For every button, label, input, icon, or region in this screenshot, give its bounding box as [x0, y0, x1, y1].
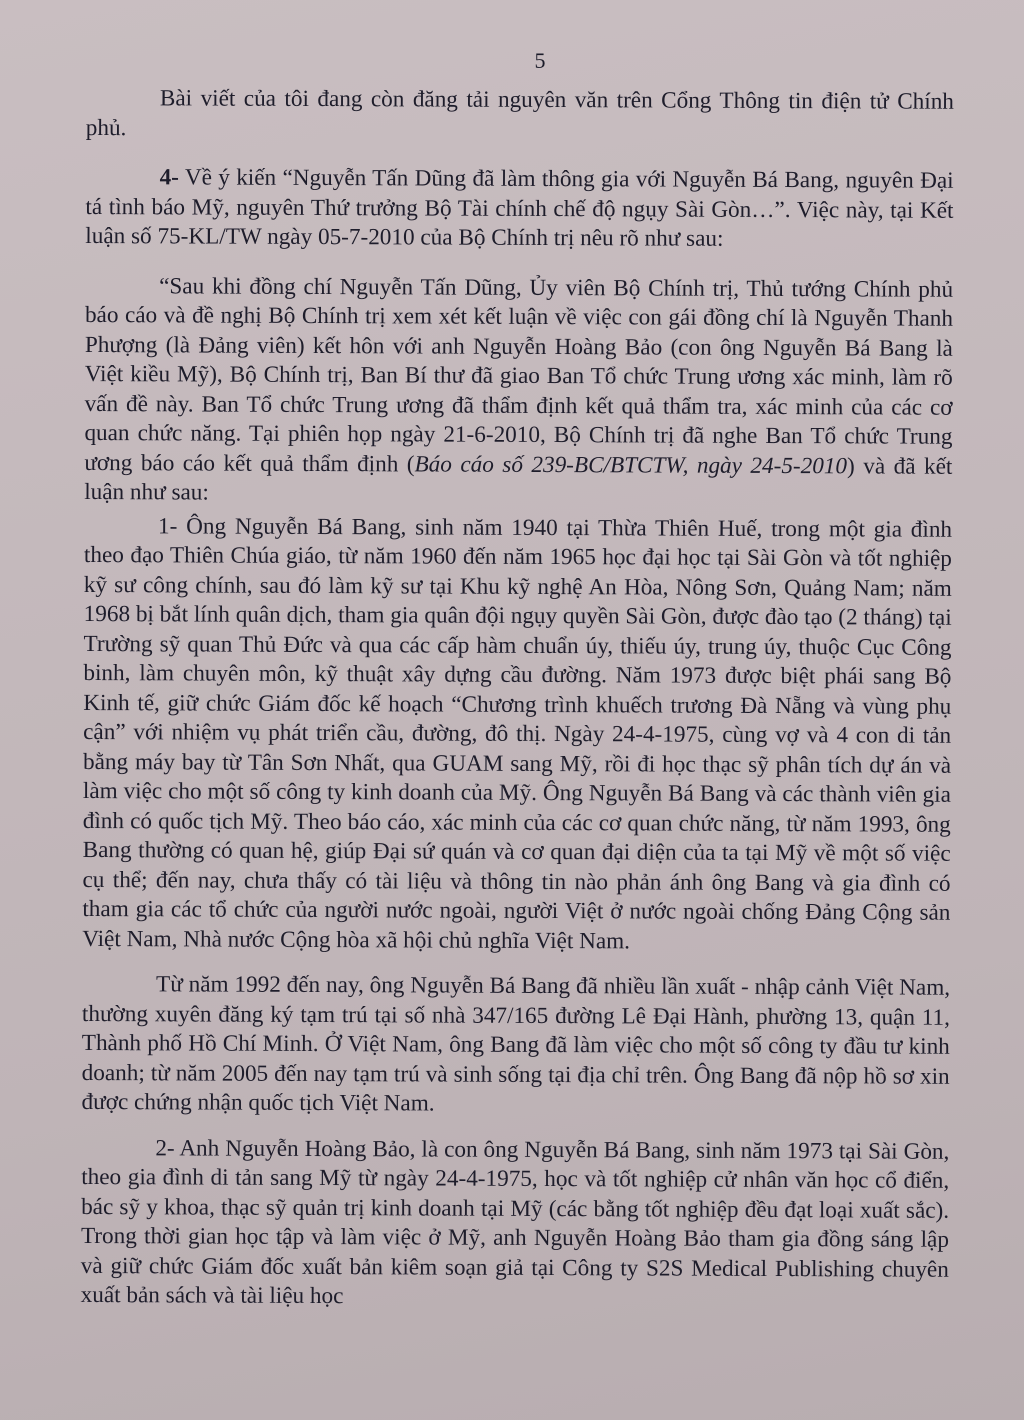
- paragraph-2-text: Về ý kiến “Nguyễn Tấn Dũng đã làm thông gia với Nguyễn Bá Bang, nguyên Đại tá tình báo Mỹ, nguyên Thứ trưởng Bộ Tài chính chế độ ngụy Sài Gòn…”. Việc này, tại Kết luận số 75-KL/TW ngày 05-7-2010 của Bộ Chính trị nêu rõ như sau:: [85, 164, 954, 252]
- paragraph-4: 1- Ông Nguyễn Bá Bang, sinh năm 1940 tại Thừa Thiên Huế, trong một gia đình theo đạo Thiên Chúa giáo, từ năm 1960 đến năm 1965 học đại học tại Sài Gòn và tốt nghiệp kỹ sư công chính, sau đó làm kỹ sư tại Khu kỹ nghệ An Hòa, Nông Sơn, Quảng Nam; năm 1968 bị bắt lính quân dịch, tham gia quân đội ngụy quyền Sài Gòn, được đào tạo (2 tháng) tại Trường sỹ quan Thủ Đức và qua các cấp hàm chuẩn úy, thiếu úy, trung úy, thuộc Cục Công binh, làm chuyên môn, kỹ thuật xây dựng cầu đường. Năm 1973 được biệt phái sang Bộ Kinh tế, giữ chức Giám đốc kế hoạch “Chương trình khuếch trương Đà Nẵng và vùng phụ cận” với nhiệm vụ phát triển cầu, đường, đô thị. Ngày 24-4-1975, cùng vợ và 4 con di tản bằng máy bay từ Tân Sơn Nhất, qua GUAM sang Mỹ, rồi đi học thạc sỹ phân tích dự án và làm việc cho một số công ty kinh doanh của Mỹ. Ông Nguyễn Bá Bang và các thành viên gia đình có quốc tịch Mỹ. Theo báo cáo, xác minh của các cơ quan chức năng, từ năm 1993, ông Bang thường có quan hệ, giúp Đại sứ quán và cơ quan đại diện của ta tại Mỹ về một số việc cụ thể; đến nay, chưa thấy có tài liệu và thông tin nào phản ánh ông Bang và gia đình có tham gia các tổ chức của người nước ngoài, người Việt ở nước ngoài chống Đảng Cộng sản Việt Nam, Nhà nước Cộng hòa xã hội chủ nghĩa Việt Nam.: [82, 512, 953, 954]
- paragraph-6: 2- Anh Nguyễn Hoàng Bảo, là con ông Nguyễn Bá Bang, sinh năm 1973 tại Sài Gòn, theo gia đình di tản sang Mỹ từ ngày 24-4-1975, học và tốt nghiệp cử nhân văn học cổ điển, bác sỹ y khoa, thạc sỹ quản trị kinh doanh tại Mỹ (các bằng tốt nghiệp đều đạt loại xuất sắc). Trong thời gian học tập và làm việc ở Mỹ, anh Nguyễn Hoàng Bảo tham gia đồng sáng lập và giữ chức Giám đốc xuất bản kiêm soạn giả tại Công ty S2S Medical Publishing chuyên xuất bản sách và tài liệu học: [80, 1134, 950, 1310]
- quote-text-b: ) và đã kết luận như sau:: [84, 452, 953, 506]
- section-number: 4-: [159, 164, 179, 191]
- quote-text-a: “Sau khi đồng chí Nguyễn Tấn Dũng, Ủy viên Bộ Chính trị, Thủ tướng Chính phủ báo cáo và đề nghị Bộ Chính trị xem xét kết luận về việc con gái đồng chí là Nguyễn Thanh Phượng (là Đảng viên) kết hôn với anh Nguyễn Hoàng Bảo (con ông Nguyễn Bá Bang là Việt kiều Mỹ), Bộ Chính trị, Ban Bí thư đã giao Ban Tổ chức Trung ương xác minh, làm rõ vấn đề này. Ban Tổ chức Trung ương đã thẩm định kết quả thẩm tra, xác minh của các cơ quan chức năng. Tại phiên họp ngày 21-6-2010, Bộ Chính trị đã nghe Ban Tổ chức Trung ương báo cáo kết quả thẩm định (: [84, 272, 954, 477]
- paragraph-5: Từ năm 1992 đến nay, ông Nguyễn Bá Bang đã nhiều lần xuất - nhập cảnh Việt Nam, thường xuyên đăng ký tạm trú tại số nhà 347/165 đường Lê Đại Hành, phường 13, quận 11, Thành phố Hồ Chí Minh. Ở Việt Nam, ông Bang đã làm việc cho một số công ty đầu tư kinh doanh; từ năm 2005 đến nay tạm trú và sinh sống tại địa chỉ trên. Ông Bang đã nộp hồ sơ xin được chứng nhận quốc tịch Việt Nam.: [81, 971, 951, 1117]
- paragraph-1: Bài viết của tôi đang còn đăng tải nguyên văn trên Cổng Thông tin điện tử Chính phủ.: [85, 85, 954, 141]
- paragraph-2: [85, 163, 953, 255]
- paragraph-3-quote: [84, 271, 953, 511]
- report-reference: Báo cáo số 239-BC/BTCTW, ngày 24-5-2010: [414, 450, 848, 479]
- document-body: [81, 84, 954, 1314]
- page-number: 5: [534, 48, 546, 73]
